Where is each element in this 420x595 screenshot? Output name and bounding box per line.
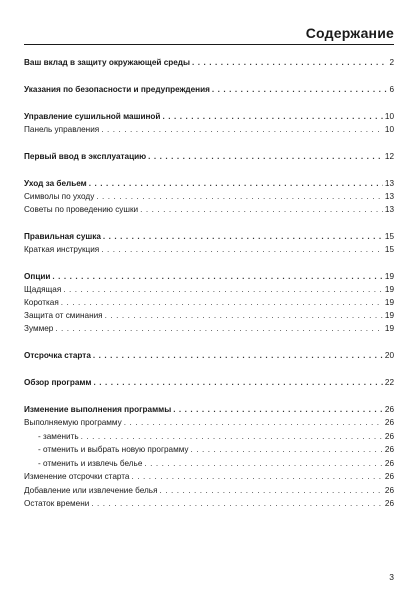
dot-leader [105, 310, 383, 322]
dot-leader [89, 178, 383, 190]
toc-entry-page: 15 [384, 245, 394, 254]
toc-entry[interactable] [24, 458, 394, 470]
toc-entry[interactable] [24, 310, 394, 322]
dot-leader [144, 458, 383, 470]
dot-leader [162, 111, 382, 123]
toc-entry-label: Указания по безопасности и предупреждения [24, 85, 210, 94]
page-title: Содержание [305, 25, 394, 41]
toc-entry-label: Выполняемую программу [24, 418, 122, 427]
toc-entry[interactable] [24, 84, 394, 96]
dot-leader [192, 57, 387, 69]
toc-entry-page: 13 [384, 192, 394, 201]
toc-entry[interactable] [24, 244, 394, 256]
toc-entry[interactable] [24, 485, 394, 497]
dot-leader [140, 204, 383, 216]
dot-leader [160, 485, 383, 497]
toc-entry-page: 13 [384, 179, 394, 188]
toc-entry-page: 2 [389, 58, 394, 67]
dot-leader [101, 124, 383, 136]
dot-leader [94, 377, 383, 389]
toc-entry[interactable] [24, 284, 394, 296]
toc-entry-page: 19 [384, 298, 394, 307]
toc-entry-page: 13 [384, 205, 394, 214]
dot-leader [124, 417, 383, 429]
toc-entry-label: Отсрочка старта [24, 351, 91, 360]
toc-entry[interactable] [24, 377, 394, 389]
toc-entry-label: Изменение отсрочки старта [24, 472, 130, 481]
toc-entry-page: 26 [384, 472, 394, 481]
toc-entry-label: Правильная сушка [24, 232, 101, 241]
toc-entry[interactable] [24, 151, 394, 163]
toc-entry-page: 10 [384, 125, 394, 134]
dot-leader [91, 498, 383, 510]
toc-entry-page: 26 [384, 418, 394, 427]
toc-entry-page: 19 [384, 311, 394, 320]
toc-entry-page: 12 [384, 152, 394, 161]
toc-entry-label: Короткая [24, 298, 59, 307]
toc-entry[interactable] [24, 271, 394, 283]
toc-entry[interactable] [24, 111, 394, 123]
toc-entry-page: 26 [384, 432, 394, 441]
toc-entry-page: 6 [389, 85, 394, 94]
toc-entry[interactable] [24, 471, 394, 483]
toc-entry-label: - отменить и выбрать новую программу [38, 445, 189, 454]
toc-entry-page: 20 [384, 351, 394, 360]
toc-entry-label: Щадящая [24, 285, 62, 294]
dot-leader [101, 244, 383, 256]
toc-entry-page: 22 [384, 378, 394, 387]
toc-entry-page: 19 [384, 272, 394, 281]
toc-entry-page: 26 [384, 499, 394, 508]
dot-leader [93, 350, 383, 362]
toc-entry-label: - заменить [38, 432, 79, 441]
dot-leader [131, 471, 382, 483]
toc-entry-label: Добавление или извлечение белья [24, 486, 158, 495]
toc-entry-page: 15 [384, 232, 394, 241]
dot-leader [52, 271, 382, 283]
toc-entry-label: Первый ввод в эксплуатацию [24, 152, 147, 161]
toc-entry-label: Советы по проведению сушки [24, 205, 139, 214]
toc-entry-label: Символы по уходу [24, 192, 95, 201]
toc-entry-page: 19 [384, 285, 394, 294]
toc-entry-label: Панель управления [24, 125, 100, 134]
toc-entry-label: Краткая инструкция [24, 245, 100, 254]
toc-entry-label: Изменение выполнения программы [24, 405, 172, 414]
toc-entry[interactable] [24, 323, 394, 335]
toc-entry-page: 26 [384, 405, 394, 414]
toc-entry-label: - отменить и извлечь белье [38, 459, 143, 468]
toc-entry[interactable] [24, 498, 394, 510]
toc-entry[interactable] [24, 191, 394, 203]
toc-entry[interactable] [24, 57, 394, 69]
dot-leader [103, 231, 383, 243]
toc-entry-page: 19 [384, 324, 394, 333]
dot-leader [148, 151, 383, 163]
table-of-contents [24, 0, 394, 595]
toc-entry-page: 26 [384, 459, 394, 468]
toc-entry[interactable] [24, 431, 394, 443]
toc-entry[interactable] [24, 124, 394, 136]
toc-entry-label: Управление сушильной машиной [24, 112, 161, 121]
dot-leader [63, 284, 383, 296]
toc-entry[interactable] [24, 178, 394, 190]
toc-entry[interactable] [24, 404, 394, 416]
toc-entry[interactable] [24, 417, 394, 429]
toc-entry[interactable] [24, 297, 394, 309]
dot-leader [173, 404, 383, 416]
toc-entry-page: 10 [384, 112, 394, 121]
toc-entry-page: 26 [384, 486, 394, 495]
dot-leader [212, 84, 388, 96]
dot-leader [96, 191, 383, 203]
toc-entry-label: Ваш вклад в защиту окружающей среды [24, 58, 190, 67]
dot-leader [81, 431, 383, 443]
toc-entry[interactable] [24, 204, 394, 216]
page-number: 3 [389, 572, 394, 582]
toc-entry[interactable] [24, 231, 394, 243]
toc-entry-page: 26 [384, 445, 394, 454]
toc-entry[interactable] [24, 444, 394, 456]
toc-entry-label: Защита от сминания [24, 311, 103, 320]
toc-entry-label: Остаток времени [24, 499, 90, 508]
dot-leader [55, 323, 383, 335]
toc-entry-label: Опции [24, 272, 51, 281]
toc-entry-label: Уход за бельем [24, 179, 87, 188]
toc-entry[interactable] [24, 350, 394, 362]
toc-entry-label: Обзор программ [24, 378, 92, 387]
dot-leader [191, 444, 383, 456]
toc-entry-label: Зуммер [24, 324, 54, 333]
dot-leader [61, 297, 383, 309]
